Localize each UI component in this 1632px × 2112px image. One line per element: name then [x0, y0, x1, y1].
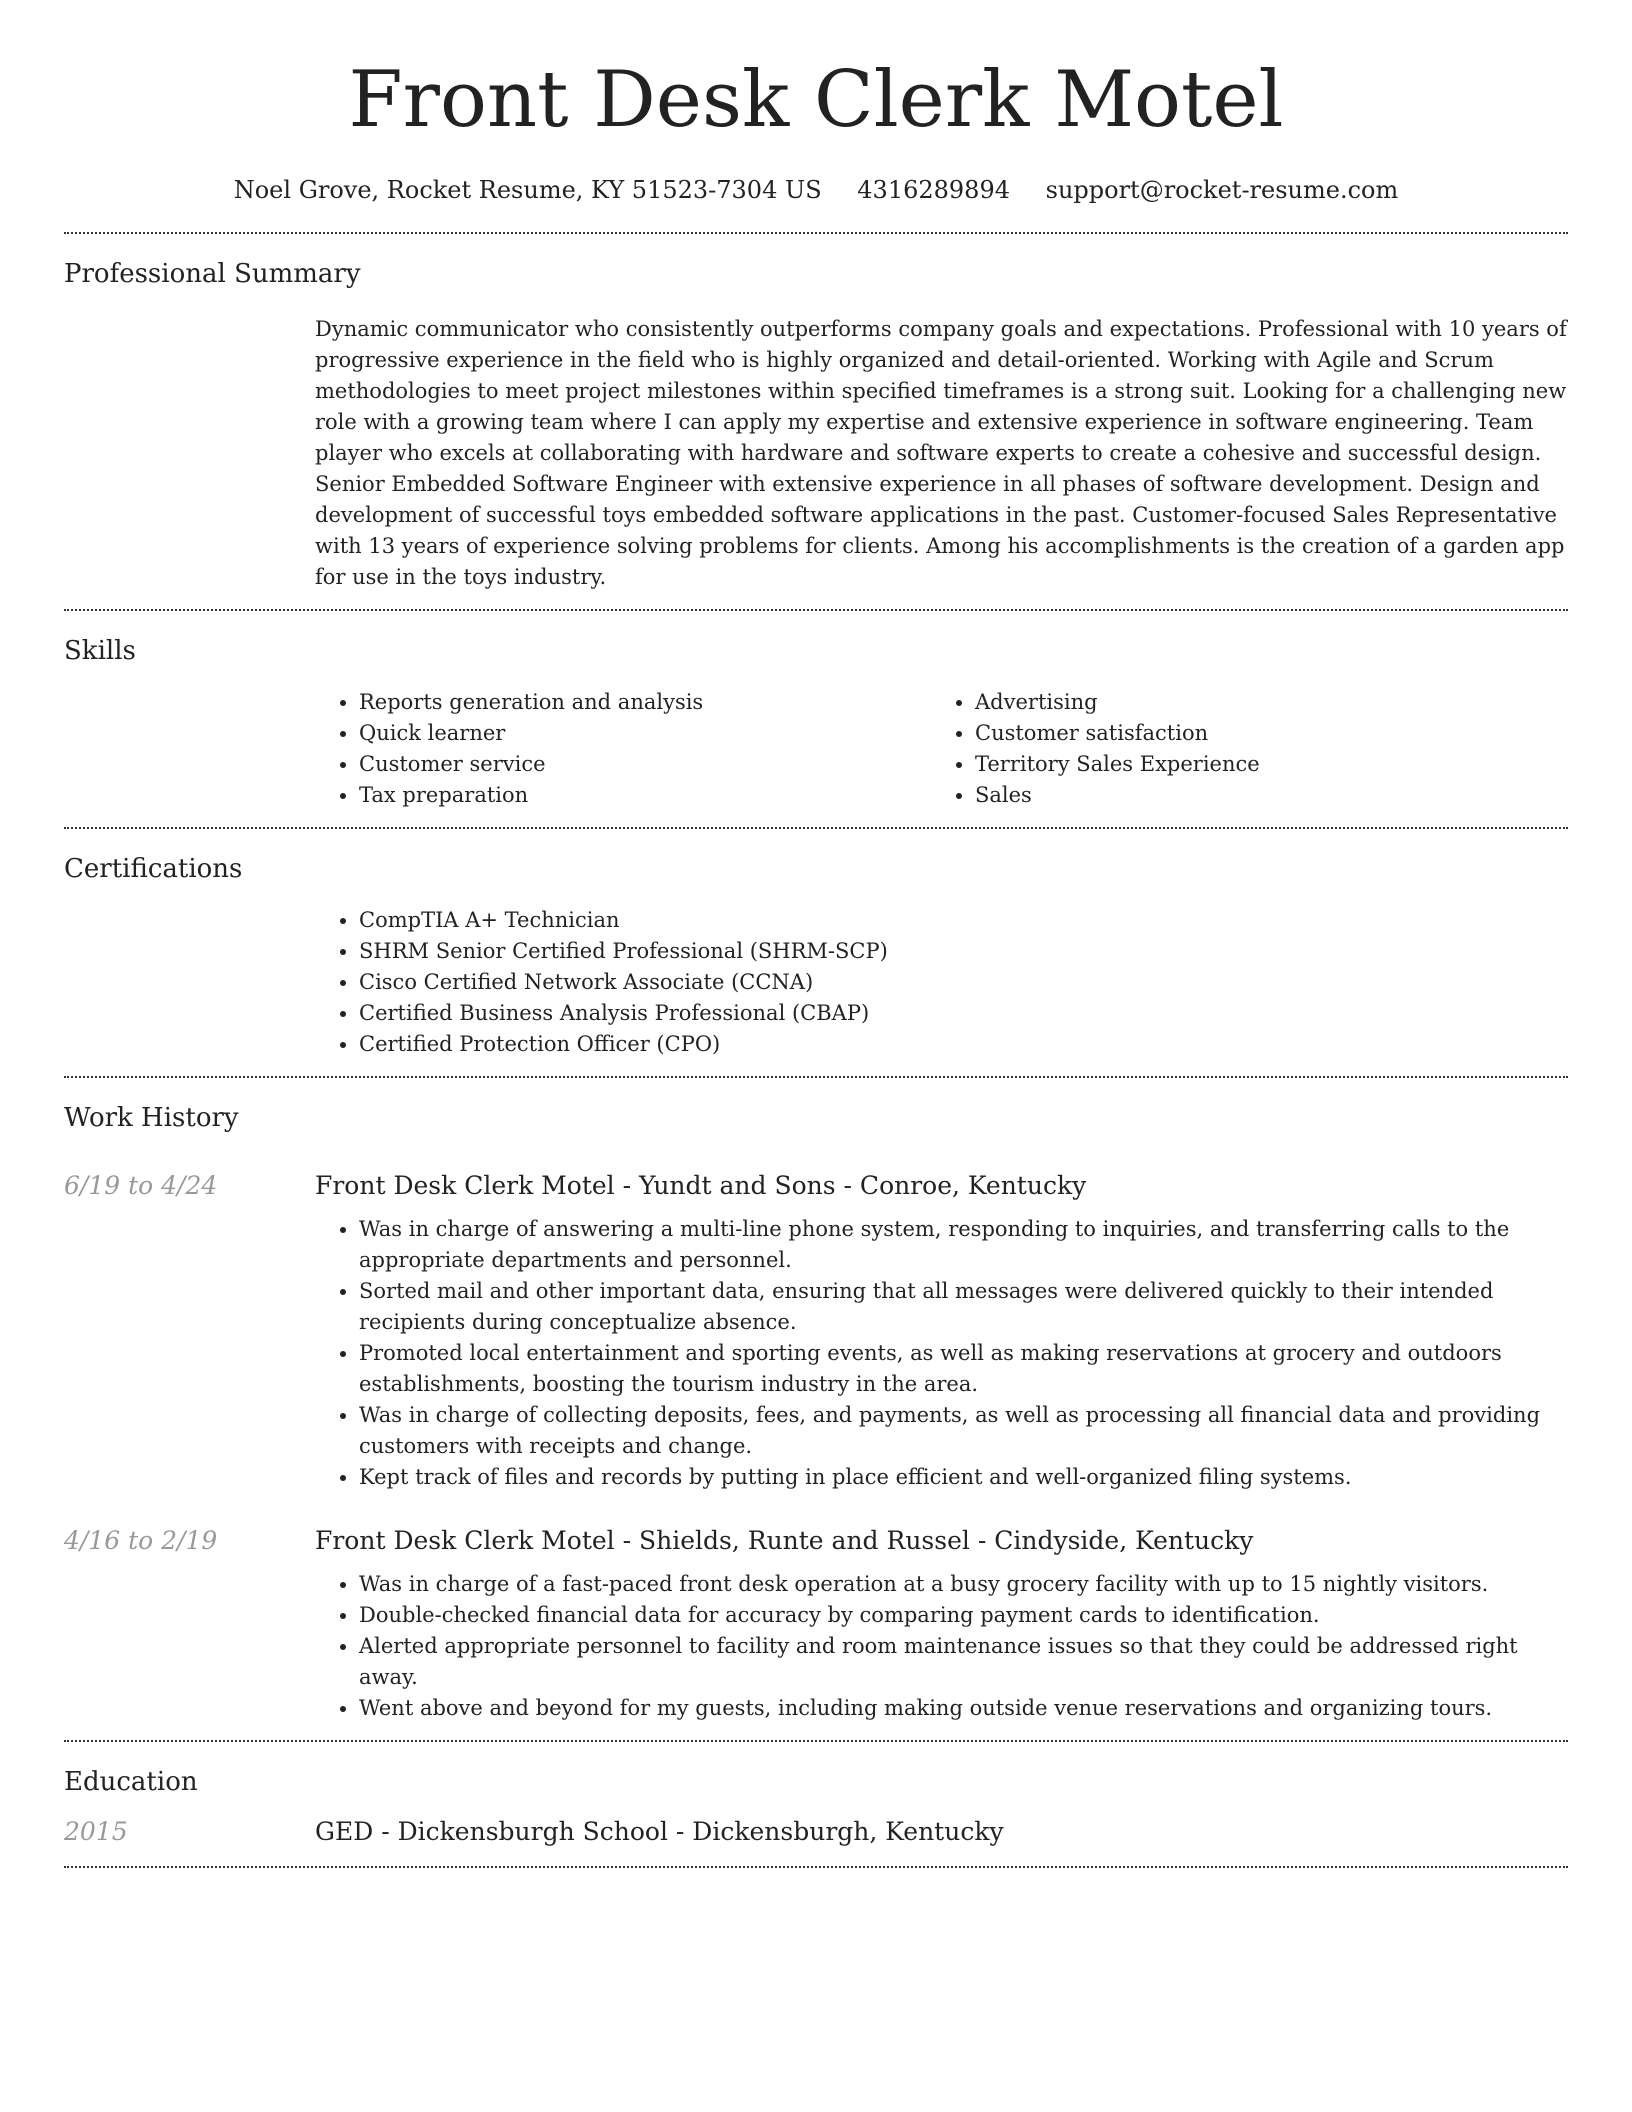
list-item: • Sorted mail and other important data, ensuring that all messages were delivered quickly to their intended recipients during conceptualize absence. — [359, 1276, 1568, 1338]
job-date: 4/16 to 2/19 — [64, 1526, 218, 1555]
summary-section — [64, 234, 1568, 609]
work-history-section — [64, 1078, 1568, 1740]
list-item: • Certified Business Analysis Professional (CBAP) — [359, 998, 1568, 1029]
list-item: • Reports generation and analysis — [359, 687, 931, 718]
resume-header — [64, 0, 1568, 206]
skills-grid — [315, 687, 1568, 811]
education-title: GED - Dickensburgh School - Dickensburgh, Kentucky — [315, 1817, 1004, 1846]
contact-phone: 4316289894 — [857, 176, 1010, 204]
contact-address: Noel Grove, Rocket Resume, KY 51523-7304 US — [233, 176, 822, 204]
list-item: • SHRM Senior Certified Professional (SHRM-SCP) — [359, 936, 1568, 967]
list-item: • Was in charge of collecting deposits, fees, and payments, as well as processing all financial data and providing customers with receipts and change. — [359, 1400, 1568, 1462]
list-item: • Was in charge of a fast-paced front desk operation at a busy grocery facility with up to 15 nightly visitors. — [359, 1569, 1568, 1600]
list-item: • Double-checked financial data for accuracy by comparing payment cards to identification. — [359, 1600, 1568, 1631]
education-section — [64, 1742, 1568, 1866]
education-entry — [64, 1814, 1568, 1866]
list-item: • Quick learner — [359, 718, 931, 749]
job-bullets — [315, 1214, 1568, 1493]
contact-line — [64, 174, 1568, 206]
candidate-name: Front Desk Clerk Motel — [348, 55, 1284, 145]
education-heading: Education — [64, 1767, 198, 1797]
list-item: • Tax preparation — [359, 780, 931, 811]
certifications-list — [315, 905, 1568, 1060]
skills-list-right — [931, 687, 1568, 811]
summary-text: Dynamic communicator who consistently outperforms company goals and expectations. Professional with 10 years of progressive experience in the field who is highly organized and detail-oriented. Working with Agile and Scrum methodologies to meet project milestones within specified timeframes is a strong suit. Looking for a challenging new role with a growing team where I can apply my expertise and extensive experience in software engineering. Team player who excels at collaborating with hardware and software experts to create a cohesive and successful design. Senior Embedded Software Engineer with extensive experience in all phases of software development. Design and development of successful toys embedded software applications in the past. Customer-focused Sales Representative with 13 years of experience solving problems for clients. Among his accomplishments is the creation of a garden app for use in the toys industry. — [315, 317, 1567, 589]
job-date: 6/19 to 4/24 — [64, 1171, 218, 1200]
skills-list-left — [315, 687, 931, 811]
summary-heading: Professional Summary — [64, 259, 361, 289]
list-item: • Cisco Certified Network Associate (CCNA) — [359, 967, 1568, 998]
job-entry — [64, 1168, 1568, 1493]
work-history-heading: Work History — [64, 1103, 239, 1133]
list-item: • Certified Protection Officer (CPO) — [359, 1029, 1568, 1060]
list-item: • Sales — [975, 780, 1568, 811]
skills-heading: Skills — [64, 636, 136, 666]
list-item: • Promoted local entertainment and sporting events, as well as making reservations at grocery and outdoors establishments, boosting the tourism industry in the area. — [359, 1338, 1568, 1400]
contact-email: support@rocket-resume.com — [1045, 176, 1399, 204]
list-item: • Went above and beyond for my guests, including making outside venue reservations and organizing tours. — [359, 1693, 1568, 1724]
job-bullets — [315, 1569, 1568, 1724]
list-item: • Advertising — [975, 687, 1568, 718]
list-item: • Customer service — [359, 749, 931, 780]
list-item: • Was in charge of answering a multi-line phone system, responding to inquiries, and transferring calls to the appropriate departments and personnel. — [359, 1214, 1568, 1276]
list-item: • Territory Sales Experience — [975, 749, 1568, 780]
certifications-section — [64, 829, 1568, 1076]
list-item: • Customer satisfaction — [975, 718, 1568, 749]
list-item: • Alerted appropriate personnel to facility and room maintenance issues so that they could be addressed right away. — [359, 1631, 1568, 1693]
job-entry — [64, 1523, 1568, 1724]
section-divider — [64, 1866, 1568, 1868]
skills-section — [64, 611, 1568, 827]
education-date: 2015 — [64, 1817, 128, 1846]
certifications-heading: Certifications — [64, 854, 243, 884]
job-title: Front Desk Clerk Motel - Yundt and Sons - Conroe, Kentucky — [315, 1171, 1087, 1200]
list-item: • Kept track of files and records by putting in place efficient and well-organized filing systems. — [359, 1462, 1568, 1493]
job-title: Front Desk Clerk Motel - Shields, Runte and Russel - Cindyside, Kentucky — [315, 1526, 1254, 1555]
list-item: • CompTIA A+ Technician — [359, 905, 1568, 936]
